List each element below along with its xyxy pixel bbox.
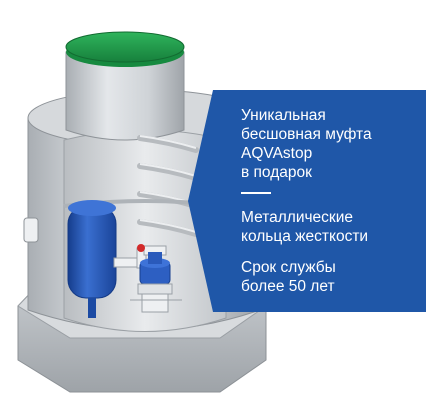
feature-line: кольца жесткости [241,228,369,245]
feature-line: Уникальная [241,107,326,124]
feature-line: в подарок [241,164,312,181]
feature-muft [241,106,411,182]
feature-rings [241,208,411,246]
feature-lifetime [241,258,411,296]
feature-line: AQVAstop [241,145,313,162]
feature-line: бесшовная муфта [241,126,372,143]
divider [241,192,271,194]
feature-line: более 50 лет [241,278,335,295]
feature-line: Металлические [241,209,353,226]
feature-line: Срок службы [241,259,336,276]
